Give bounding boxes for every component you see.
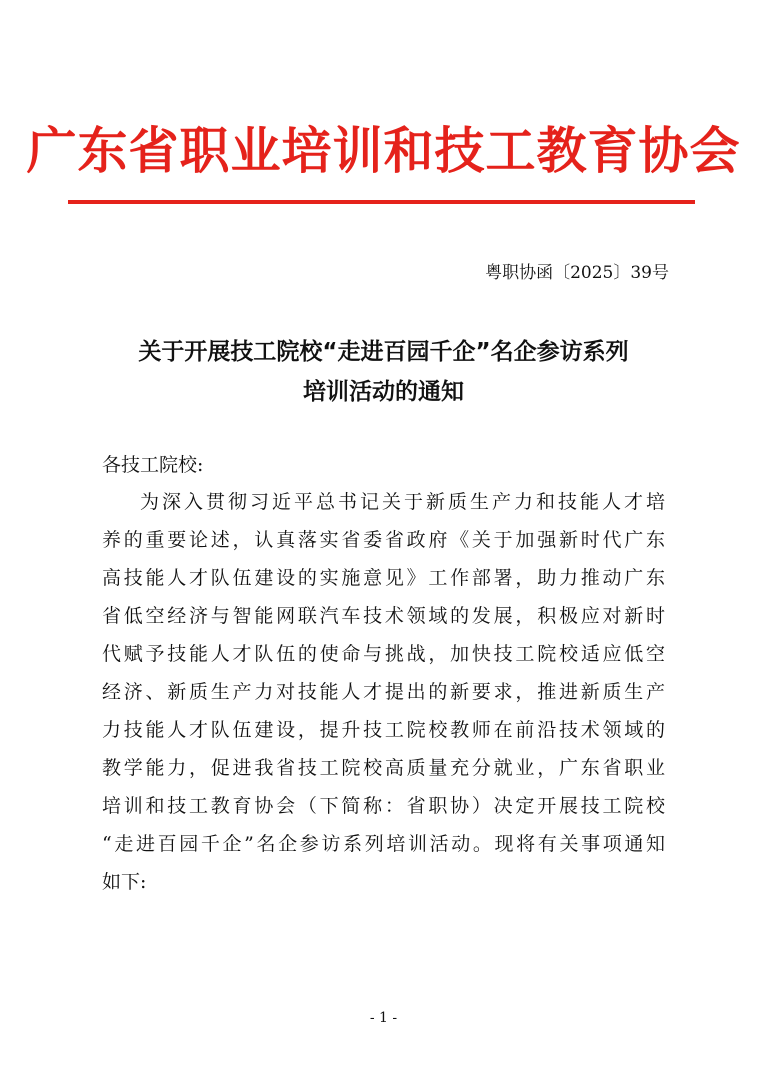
page-number: - 1 -: [369, 1010, 398, 1026]
body-line: “走进百园千企”名企参访系列培训活动。现将有关事项通知: [102, 833, 665, 855]
body-line: 培训和技工教育协会（下简称：省职协）决定开展技工院校: [102, 795, 665, 817]
body-line: 养的重要论述，认真落实省委省政府《关于加强新时代广东: [102, 529, 665, 551]
body-line: 为深入贯彻习近平总书记关于新质生产力和技能人才培: [140, 491, 665, 513]
body-line: 经济、新质生产力对技能人才提出的新要求，推进新质生产: [102, 681, 665, 703]
body-line: 教学能力，促进我省技工院校高质量充分就业，广东省职业: [102, 757, 665, 779]
salutation: 各技工院校:: [102, 454, 204, 476]
body-line: 力技能人才队伍建设，提升技工院校教师在前沿技术领域的: [102, 719, 665, 741]
letterhead-title: 广东省职业培训和技工教育协会: [26, 122, 741, 180]
document-number: 粤职协函〔2025〕39号: [485, 263, 669, 283]
letterhead-red-rule: [68, 200, 695, 204]
document-title-line-1: 关于开展技工院校“走进百园千企”名企参访系列: [138, 339, 629, 365]
body-line: 省低空经济与智能网联汽车技术领域的发展，积极应对新时: [102, 605, 665, 627]
body-line: 代赋予技能人才队伍的使命与挑战，加快技工院校适应低空: [102, 643, 665, 665]
document-title-line-2: 培训活动的通知: [303, 379, 464, 405]
body-line: 如下:: [102, 871, 147, 893]
body-line: 高技能人才队伍建设的实施意见》工作部署，助力推动广东: [102, 567, 665, 589]
